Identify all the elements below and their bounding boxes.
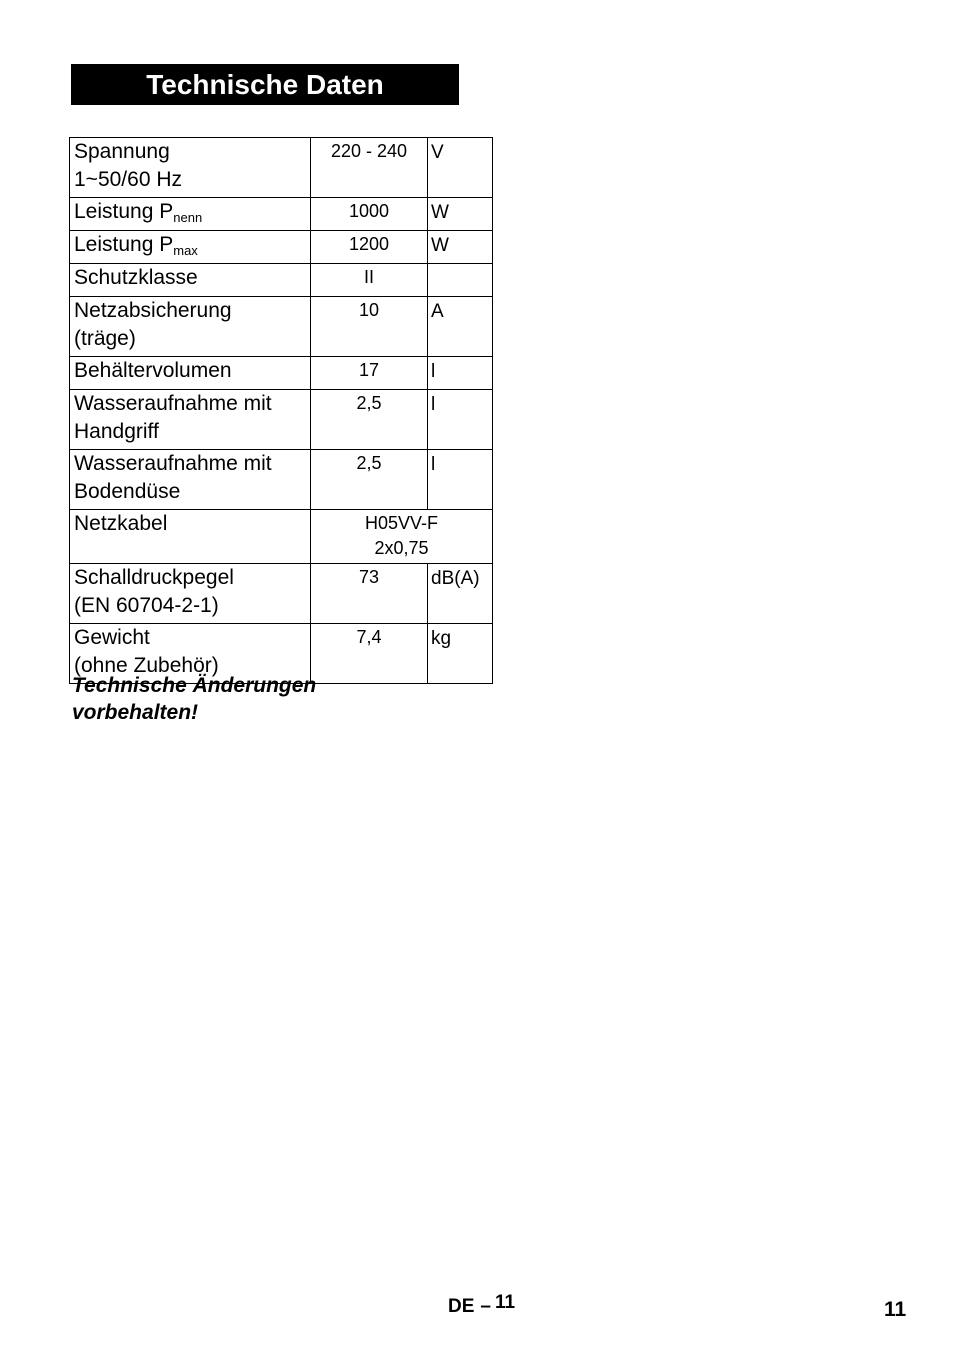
row-unit: A bbox=[428, 297, 493, 357]
table-row bbox=[70, 357, 493, 390]
row-value: 1200 bbox=[311, 231, 428, 264]
footer-language: DE bbox=[448, 1296, 475, 1317]
footer-separator: – bbox=[480, 1296, 491, 1317]
row-unit: W bbox=[428, 231, 493, 264]
table-row bbox=[70, 510, 493, 564]
row-value: 73 bbox=[311, 564, 428, 624]
row-unit: W bbox=[428, 198, 493, 231]
technical-data-table bbox=[69, 137, 493, 684]
row-unit: kg bbox=[428, 624, 493, 684]
row-label: Netzkabel bbox=[70, 510, 311, 564]
page-title: Technische Daten bbox=[71, 64, 459, 105]
row-label: Gewicht (ohne Zubehör) bbox=[70, 624, 311, 684]
row-unit: dB(A) bbox=[428, 564, 493, 624]
row-label: Leistung $P_{nenn}$ bbox=[70, 198, 311, 231]
row-value: 17 bbox=[311, 357, 428, 390]
table-row bbox=[70, 390, 493, 450]
technical-changes-note: Technische Änderungen vorbehalten! bbox=[72, 674, 317, 724]
row-label: Schutzklasse bbox=[70, 264, 311, 297]
row-unit bbox=[428, 264, 493, 297]
row-label: Wasseraufnahme mit Handgriff bbox=[70, 390, 311, 450]
row-label: Behältervolumen bbox=[70, 357, 311, 390]
table-row bbox=[70, 450, 493, 510]
row-value: 2,5 bbox=[311, 450, 428, 510]
table-row bbox=[70, 564, 493, 624]
footer-section-page-number: 11 bbox=[494, 1292, 516, 1313]
row-unit: V bbox=[428, 138, 493, 198]
row-unit: l bbox=[428, 450, 493, 510]
row-value: 220 - 240 bbox=[311, 138, 428, 198]
page-number: 11 bbox=[884, 1298, 907, 1321]
row-label: Spannung 1~50/60 Hz bbox=[70, 138, 311, 198]
row-value: 10 bbox=[311, 297, 428, 357]
row-value: II bbox=[311, 264, 428, 297]
row-label: Wasseraufnahme mit Bodendüse bbox=[70, 450, 311, 510]
row-label: Leistung $P_{max}$ bbox=[70, 231, 311, 264]
footer-section-page bbox=[448, 1292, 516, 1318]
table-row bbox=[70, 264, 493, 297]
row-value: 7,4 bbox=[311, 624, 428, 684]
row-label: Schalldruckpegel (EN 60704-2-1) bbox=[70, 564, 311, 624]
table-row bbox=[70, 138, 493, 198]
row-value: 2,5 bbox=[311, 390, 428, 450]
row-value: H05VV-F 2x0,75 bbox=[311, 510, 493, 564]
row-label: Netzabsicherung (träge) bbox=[70, 297, 311, 357]
row-unit: l bbox=[428, 357, 493, 390]
table-row bbox=[70, 297, 493, 357]
row-value: 1000 bbox=[311, 198, 428, 231]
table-row bbox=[70, 231, 493, 264]
table-row bbox=[70, 198, 493, 231]
row-unit: l bbox=[428, 390, 493, 450]
